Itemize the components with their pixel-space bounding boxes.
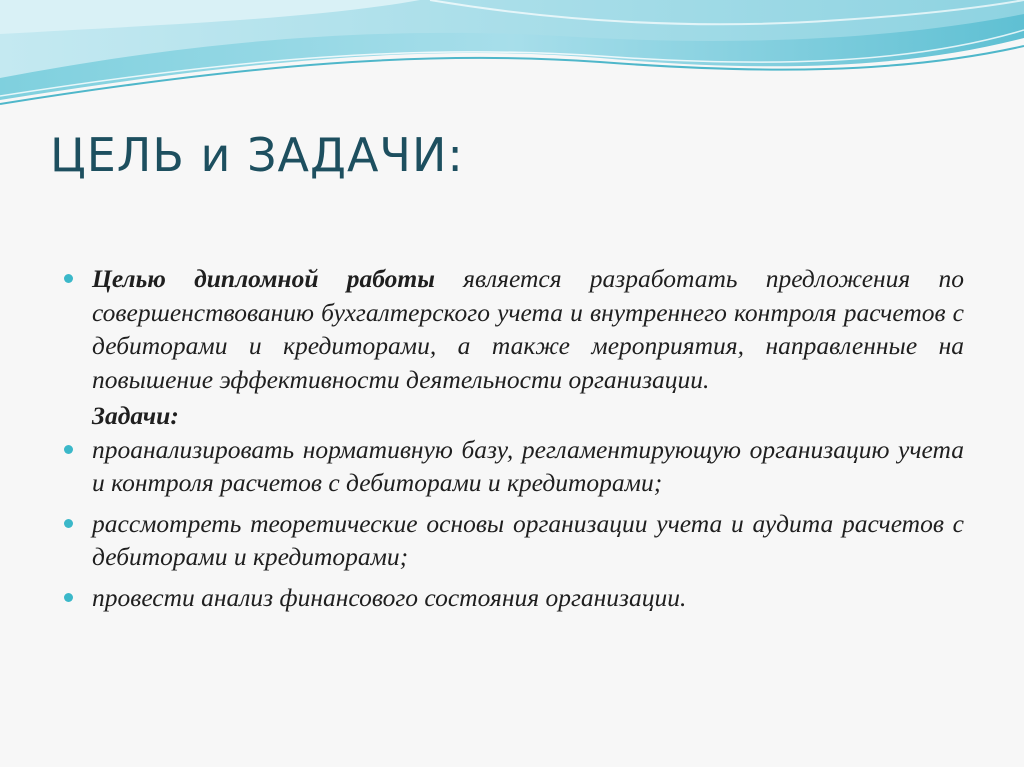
task-text: рассмотреть теоретические основы организации учета и аудита расчетов с дебиторами и кредиторами;	[92, 508, 964, 571]
goal-paragraph	[56, 262, 964, 396]
bullet-icon	[64, 593, 73, 602]
bullet-icon	[64, 519, 73, 528]
slide-content	[56, 262, 964, 614]
bullet-icon	[64, 445, 73, 454]
task-text: проанализировать нормативную базу, регламентирующую организацию учета и контроля расчетов с дебиторами и кредиторами;	[92, 434, 964, 497]
task-item	[56, 433, 964, 500]
task-item	[56, 507, 964, 574]
tasks-heading: Задачи:	[92, 401, 179, 430]
wave-banner-decoration	[0, 0, 1024, 120]
bullet-icon	[64, 274, 73, 283]
task-item	[56, 581, 964, 615]
goal-lead: Целью дипломной работы	[92, 264, 435, 293]
goal-text: является разработать предложения по совершенствованию бухгалтерского учета и внутреннего контроля расчетов с дебиторами и кредиторами, а также мероприятия, направленные на повышение эффективности деятельности организации.	[92, 264, 964, 394]
slide-title: ЦЕЛЬ и ЗАДАЧИ:	[50, 128, 464, 182]
task-text: провести анализ финансового состояния организации.	[92, 582, 687, 612]
